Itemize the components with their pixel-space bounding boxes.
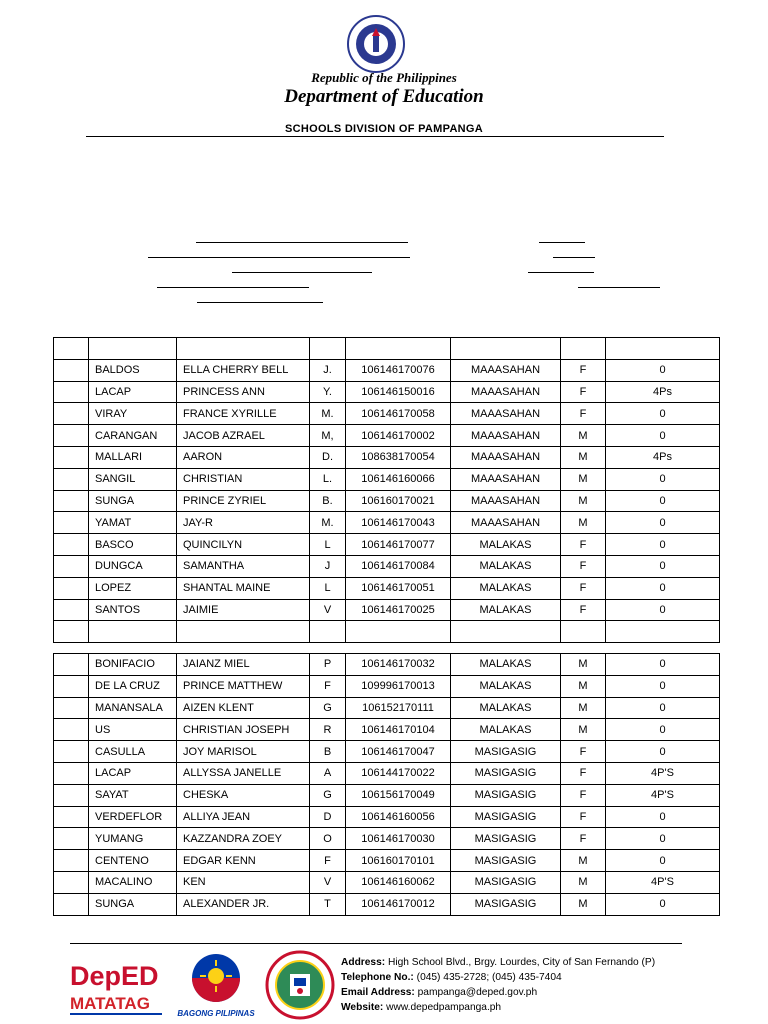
middle-initial-cell: B <box>310 741 346 763</box>
table-row <box>54 762 720 784</box>
middle-initial-cell: P <box>310 654 346 676</box>
header-divider <box>86 136 664 137</box>
lrn-cell: 106144170022 <box>346 762 451 784</box>
row-number-cell <box>54 871 89 893</box>
middle-initial-cell: M. <box>310 403 346 425</box>
website-line: Website: www.depedpampanga.ph <box>341 1002 502 1013</box>
section-cell: MASIGASIG <box>451 806 561 828</box>
section-cell <box>451 338 561 360</box>
remarks-cell: 0 <box>606 425 720 447</box>
table-row <box>54 741 720 763</box>
table-row <box>54 446 720 468</box>
row-number-cell <box>54 599 89 621</box>
section-cell: MAAASAHAN <box>451 490 561 512</box>
table-row <box>54 697 720 719</box>
row-number-cell <box>54 828 89 850</box>
first-name-cell: ELLA CHERRY BELL <box>177 359 310 381</box>
remarks-cell: 0 <box>606 359 720 381</box>
row-number-cell <box>54 806 89 828</box>
middle-initial-cell <box>310 338 346 360</box>
table-row <box>54 490 720 512</box>
table-row <box>54 654 720 676</box>
sex-cell: F <box>561 828 606 850</box>
remarks-cell: 0 <box>606 555 720 577</box>
section-cell: MAAASAHAN <box>451 512 561 534</box>
remarks-cell: 0 <box>606 512 720 534</box>
lrn-cell: 108638170054 <box>346 446 451 468</box>
lrn-cell: 106146170030 <box>346 828 451 850</box>
last-name-cell: MALLARI <box>89 446 177 468</box>
middle-initial-cell: O <box>310 828 346 850</box>
row-number-cell <box>54 893 89 915</box>
table-row <box>54 599 720 621</box>
table-row <box>54 534 720 556</box>
last-name-cell: SUNGA <box>89 893 177 915</box>
row-number-cell <box>54 719 89 741</box>
first-name-cell: KAZZANDRA ZOEY <box>177 828 310 850</box>
sex-cell: F <box>561 359 606 381</box>
sex-cell: F <box>561 806 606 828</box>
middle-initial-cell: L <box>310 534 346 556</box>
remarks-cell: 0 <box>606 828 720 850</box>
first-name-cell <box>177 338 310 360</box>
last-name-cell: SANGIL <box>89 468 177 490</box>
section-cell: MALAKAS <box>451 697 561 719</box>
row-number-cell <box>54 490 89 512</box>
row-number-cell <box>54 741 89 763</box>
last-name-cell: BALDOS <box>89 359 177 381</box>
first-name-cell: PRINCESS ANN <box>177 381 310 403</box>
section-cell: MAAASAHAN <box>451 381 561 403</box>
sex-cell: M <box>561 697 606 719</box>
lrn-cell: 106152170111 <box>346 697 451 719</box>
middle-initial-cell: G <box>310 697 346 719</box>
row-number-cell <box>54 654 89 676</box>
row-number-cell <box>54 425 89 447</box>
sex-cell: M <box>561 425 606 447</box>
remarks-cell: 0 <box>606 403 720 425</box>
sex-cell: M <box>561 512 606 534</box>
middle-initial-cell: T <box>310 893 346 915</box>
remarks-cell: 0 <box>606 577 720 599</box>
middle-initial-cell: B. <box>310 490 346 512</box>
last-name-cell: YUMANG <box>89 828 177 850</box>
middle-initial-cell <box>310 621 346 643</box>
row-number-cell <box>54 762 89 784</box>
last-name-cell: MACALINO <box>89 871 177 893</box>
last-name-cell: YAMAT <box>89 512 177 534</box>
sex-cell: F <box>561 403 606 425</box>
sex-cell: M <box>561 893 606 915</box>
middle-initial-cell: V <box>310 599 346 621</box>
row-number-cell <box>54 381 89 403</box>
blank-line <box>196 242 408 243</box>
row-number-cell <box>54 338 89 360</box>
middle-initial-cell: V <box>310 871 346 893</box>
sdo-pampanga-seal <box>262 950 338 1020</box>
row-number-cell <box>54 359 89 381</box>
remarks-cell: 4Ps <box>606 381 720 403</box>
remarks-cell: 0 <box>606 850 720 872</box>
middle-initial-cell: R <box>310 719 346 741</box>
row-number-cell <box>54 577 89 599</box>
deped-matatag-logo <box>66 955 166 1019</box>
table-row <box>54 871 720 893</box>
lrn-cell: 106146170002 <box>346 425 451 447</box>
row-number-cell <box>54 403 89 425</box>
last-name-cell: DE LA CRUZ <box>89 675 177 697</box>
remarks-cell: 0 <box>606 697 720 719</box>
last-name-cell: SUNGA <box>89 490 177 512</box>
section-cell: MALAKAS <box>451 719 561 741</box>
row-number-cell <box>54 784 89 806</box>
sex-cell: F <box>561 577 606 599</box>
middle-initial-cell: L <box>310 577 346 599</box>
student-roster-table-1 <box>53 337 720 643</box>
sex-cell: F <box>561 741 606 763</box>
lrn-cell: 106156170049 <box>346 784 451 806</box>
section-cell: MASIGASIG <box>451 893 561 915</box>
middle-initial-cell: D <box>310 806 346 828</box>
sex-cell: M <box>561 490 606 512</box>
middle-initial-cell: D. <box>310 446 346 468</box>
remarks-cell: 0 <box>606 893 720 915</box>
section-cell: MAAASAHAN <box>451 468 561 490</box>
row-number-cell <box>54 621 89 643</box>
first-name-cell: JAIMIE <box>177 599 310 621</box>
sex-cell <box>561 621 606 643</box>
middle-initial-cell: M. <box>310 512 346 534</box>
blank-line <box>539 242 585 243</box>
table-row <box>54 850 720 872</box>
lrn-cell <box>346 621 451 643</box>
lrn-cell: 106146170012 <box>346 893 451 915</box>
lrn-cell: 106146170077 <box>346 534 451 556</box>
lrn-cell: 106146170058 <box>346 403 451 425</box>
lrn-cell: 106160170101 <box>346 850 451 872</box>
remarks-cell: 0 <box>606 741 720 763</box>
contact-block <box>341 955 655 1015</box>
middle-initial-cell: M, <box>310 425 346 447</box>
blank-line <box>553 257 595 258</box>
sex-cell: F <box>561 381 606 403</box>
table-row <box>54 555 720 577</box>
section-cell: MASIGASIG <box>451 871 561 893</box>
section-cell: MASIGASIG <box>451 828 561 850</box>
lrn-cell: 106146170076 <box>346 359 451 381</box>
table-row <box>54 577 720 599</box>
lrn-cell: 106146170104 <box>346 719 451 741</box>
middle-initial-cell: A <box>310 762 346 784</box>
table-row <box>54 893 720 915</box>
lrn-cell: 106146150016 <box>346 381 451 403</box>
matatag-logo-text: MATATAG <box>70 994 150 1013</box>
first-name-cell: CHESKA <box>177 784 310 806</box>
lrn-cell: 106146170043 <box>346 512 451 534</box>
remarks-cell: 0 <box>606 599 720 621</box>
section-cell: MALAKAS <box>451 555 561 577</box>
section-cell: MAAASAHAN <box>451 425 561 447</box>
first-name-cell: QUINCILYN <box>177 534 310 556</box>
first-name-cell: KEN <box>177 871 310 893</box>
sex-cell: F <box>561 555 606 577</box>
table-row <box>54 381 720 403</box>
last-name-cell: DUNGCA <box>89 555 177 577</box>
last-name-cell: LOPEZ <box>89 577 177 599</box>
remarks-cell: 0 <box>606 675 720 697</box>
first-name-cell: JAY-R <box>177 512 310 534</box>
first-name-cell: JACOB AZRAEL <box>177 425 310 447</box>
row-number-cell <box>54 468 89 490</box>
first-name-cell: JOY MARISOL <box>177 741 310 763</box>
lrn-cell: 109996170013 <box>346 675 451 697</box>
first-name-cell: SHANTAL MAINE <box>177 577 310 599</box>
middle-initial-cell: J <box>310 555 346 577</box>
remarks-cell <box>606 338 720 360</box>
deped-seal-logo <box>334 14 418 74</box>
table-row <box>54 621 720 643</box>
last-name-cell <box>89 338 177 360</box>
table-row <box>54 468 720 490</box>
table-row <box>54 338 720 360</box>
table-row <box>54 828 720 850</box>
last-name-cell: SAYAT <box>89 784 177 806</box>
remarks-cell: 4P'S <box>606 871 720 893</box>
sex-cell: F <box>561 599 606 621</box>
lrn-cell: 106146170084 <box>346 555 451 577</box>
middle-initial-cell: Y. <box>310 381 346 403</box>
row-number-cell <box>54 697 89 719</box>
table-row <box>54 719 720 741</box>
sex-cell: M <box>561 654 606 676</box>
first-name-cell: AARON <box>177 446 310 468</box>
last-name-cell: BONIFACIO <box>89 654 177 676</box>
lrn-cell: 106146160066 <box>346 468 451 490</box>
last-name-cell: US <box>89 719 177 741</box>
bagong-pilipinas-text: BAGONG PILIPINAS <box>177 1009 255 1018</box>
bagong-pilipinas-logo <box>176 950 256 1020</box>
first-name-cell <box>177 621 310 643</box>
address-line: Address: High School Blvd., Brgy. Lourdes, City of San Fernando (P) <box>341 957 656 968</box>
blank-line <box>578 287 660 288</box>
row-number-cell <box>54 850 89 872</box>
row-number-cell <box>54 512 89 534</box>
section-cell: MASIGASIG <box>451 850 561 872</box>
last-name-cell: BASCO <box>89 534 177 556</box>
lrn-cell: 106146170025 <box>346 599 451 621</box>
lrn-cell: 106146170032 <box>346 654 451 676</box>
section-cell: MALAKAS <box>451 675 561 697</box>
blank-line <box>197 302 323 303</box>
remarks-cell: 4P'S <box>606 762 720 784</box>
lrn-cell: 106146170051 <box>346 577 451 599</box>
last-name-cell: CASULLA <box>89 741 177 763</box>
sex-cell: M <box>561 719 606 741</box>
first-name-cell: CHRISTIAN JOSEPH <box>177 719 310 741</box>
section-cell: MALAKAS <box>451 534 561 556</box>
section-cell: MALAKAS <box>451 599 561 621</box>
table-row <box>54 675 720 697</box>
table-row <box>54 403 720 425</box>
remarks-cell: 4Ps <box>606 446 720 468</box>
section-cell: MASIGASIG <box>451 762 561 784</box>
telephone-line: Telephone No.: (045) 435-2728; (045) 435-7404 <box>341 972 562 983</box>
row-number-cell <box>54 534 89 556</box>
table-row <box>54 784 720 806</box>
sex-cell <box>561 338 606 360</box>
sex-cell: M <box>561 468 606 490</box>
last-name-cell: LACAP <box>89 381 177 403</box>
sex-cell: M <box>561 446 606 468</box>
middle-initial-cell: L. <box>310 468 346 490</box>
blank-line <box>232 272 372 273</box>
first-name-cell: EDGAR KENN <box>177 850 310 872</box>
last-name-cell: CENTENO <box>89 850 177 872</box>
republic-heading: Republic of the Philippines <box>311 70 457 85</box>
middle-initial-cell: J. <box>310 359 346 381</box>
remarks-cell: 0 <box>606 654 720 676</box>
sex-cell: M <box>561 871 606 893</box>
last-name-cell <box>89 621 177 643</box>
first-name-cell: CHRISTIAN <box>177 468 310 490</box>
lrn-cell: 106146170047 <box>346 741 451 763</box>
first-name-cell: ALLYSSA JANELLE <box>177 762 310 784</box>
table-row <box>54 425 720 447</box>
remarks-cell: 0 <box>606 468 720 490</box>
sex-cell: M <box>561 675 606 697</box>
deped-logo-text: DepED <box>70 961 159 991</box>
remarks-cell: 4P'S <box>606 784 720 806</box>
sex-cell: M <box>561 850 606 872</box>
blank-line <box>528 272 594 273</box>
first-name-cell: FRANCE XYRILLE <box>177 403 310 425</box>
first-name-cell: PRINCE MATTHEW <box>177 675 310 697</box>
section-cell: MASIGASIG <box>451 741 561 763</box>
remarks-cell: 0 <box>606 719 720 741</box>
section-cell: MALAKAS <box>451 654 561 676</box>
remarks-cell: 0 <box>606 534 720 556</box>
row-number-cell <box>54 446 89 468</box>
student-roster-table-2 <box>53 653 720 916</box>
first-name-cell: ALLIYA JEAN <box>177 806 310 828</box>
last-name-cell: SANTOS <box>89 599 177 621</box>
lrn-cell: 106146160056 <box>346 806 451 828</box>
division-name: SCHOOLS DIVISION OF PAMPANGA <box>284 123 484 135</box>
middle-initial-cell: G <box>310 784 346 806</box>
middle-initial-cell: F <box>310 850 346 872</box>
last-name-cell: CARANGAN <box>89 425 177 447</box>
last-name-cell: VIRAY <box>89 403 177 425</box>
section-cell: MAAASAHAN <box>451 403 561 425</box>
blank-line <box>157 287 309 288</box>
lrn-cell <box>346 338 451 360</box>
lrn-cell: 106160170021 <box>346 490 451 512</box>
last-name-cell: LACAP <box>89 762 177 784</box>
row-number-cell <box>54 555 89 577</box>
department-heading: Department of Education <box>284 86 484 107</box>
section-cell: MALAKAS <box>451 577 561 599</box>
section-cell: MASIGASIG <box>451 784 561 806</box>
first-name-cell: PRINCE ZYRIEL <box>177 490 310 512</box>
blank-line <box>148 257 410 258</box>
first-name-cell: SAMANTHA <box>177 555 310 577</box>
table-row <box>54 359 720 381</box>
section-cell: MAAASAHAN <box>451 446 561 468</box>
sex-cell: F <box>561 784 606 806</box>
remarks-cell: 0 <box>606 806 720 828</box>
last-name-cell: VERDEFLOR <box>89 806 177 828</box>
remarks-cell <box>606 621 720 643</box>
first-name-cell: JAIANZ MIEL <box>177 654 310 676</box>
row-number-cell <box>54 675 89 697</box>
email-line: Email Address: pampanga@deped.gov.ph <box>341 987 538 998</box>
table-row <box>54 806 720 828</box>
section-cell <box>451 621 561 643</box>
section-cell: MAAASAHAN <box>451 359 561 381</box>
remarks-cell: 0 <box>606 490 720 512</box>
sex-cell: F <box>561 762 606 784</box>
footer-divider <box>70 943 682 944</box>
sex-cell: F <box>561 534 606 556</box>
first-name-cell: AIZEN KLENT <box>177 697 310 719</box>
middle-initial-cell: F <box>310 675 346 697</box>
last-name-cell: MANANSALA <box>89 697 177 719</box>
lrn-cell: 106146160062 <box>346 871 451 893</box>
first-name-cell: ALEXANDER JR. <box>177 893 310 915</box>
table-row <box>54 512 720 534</box>
